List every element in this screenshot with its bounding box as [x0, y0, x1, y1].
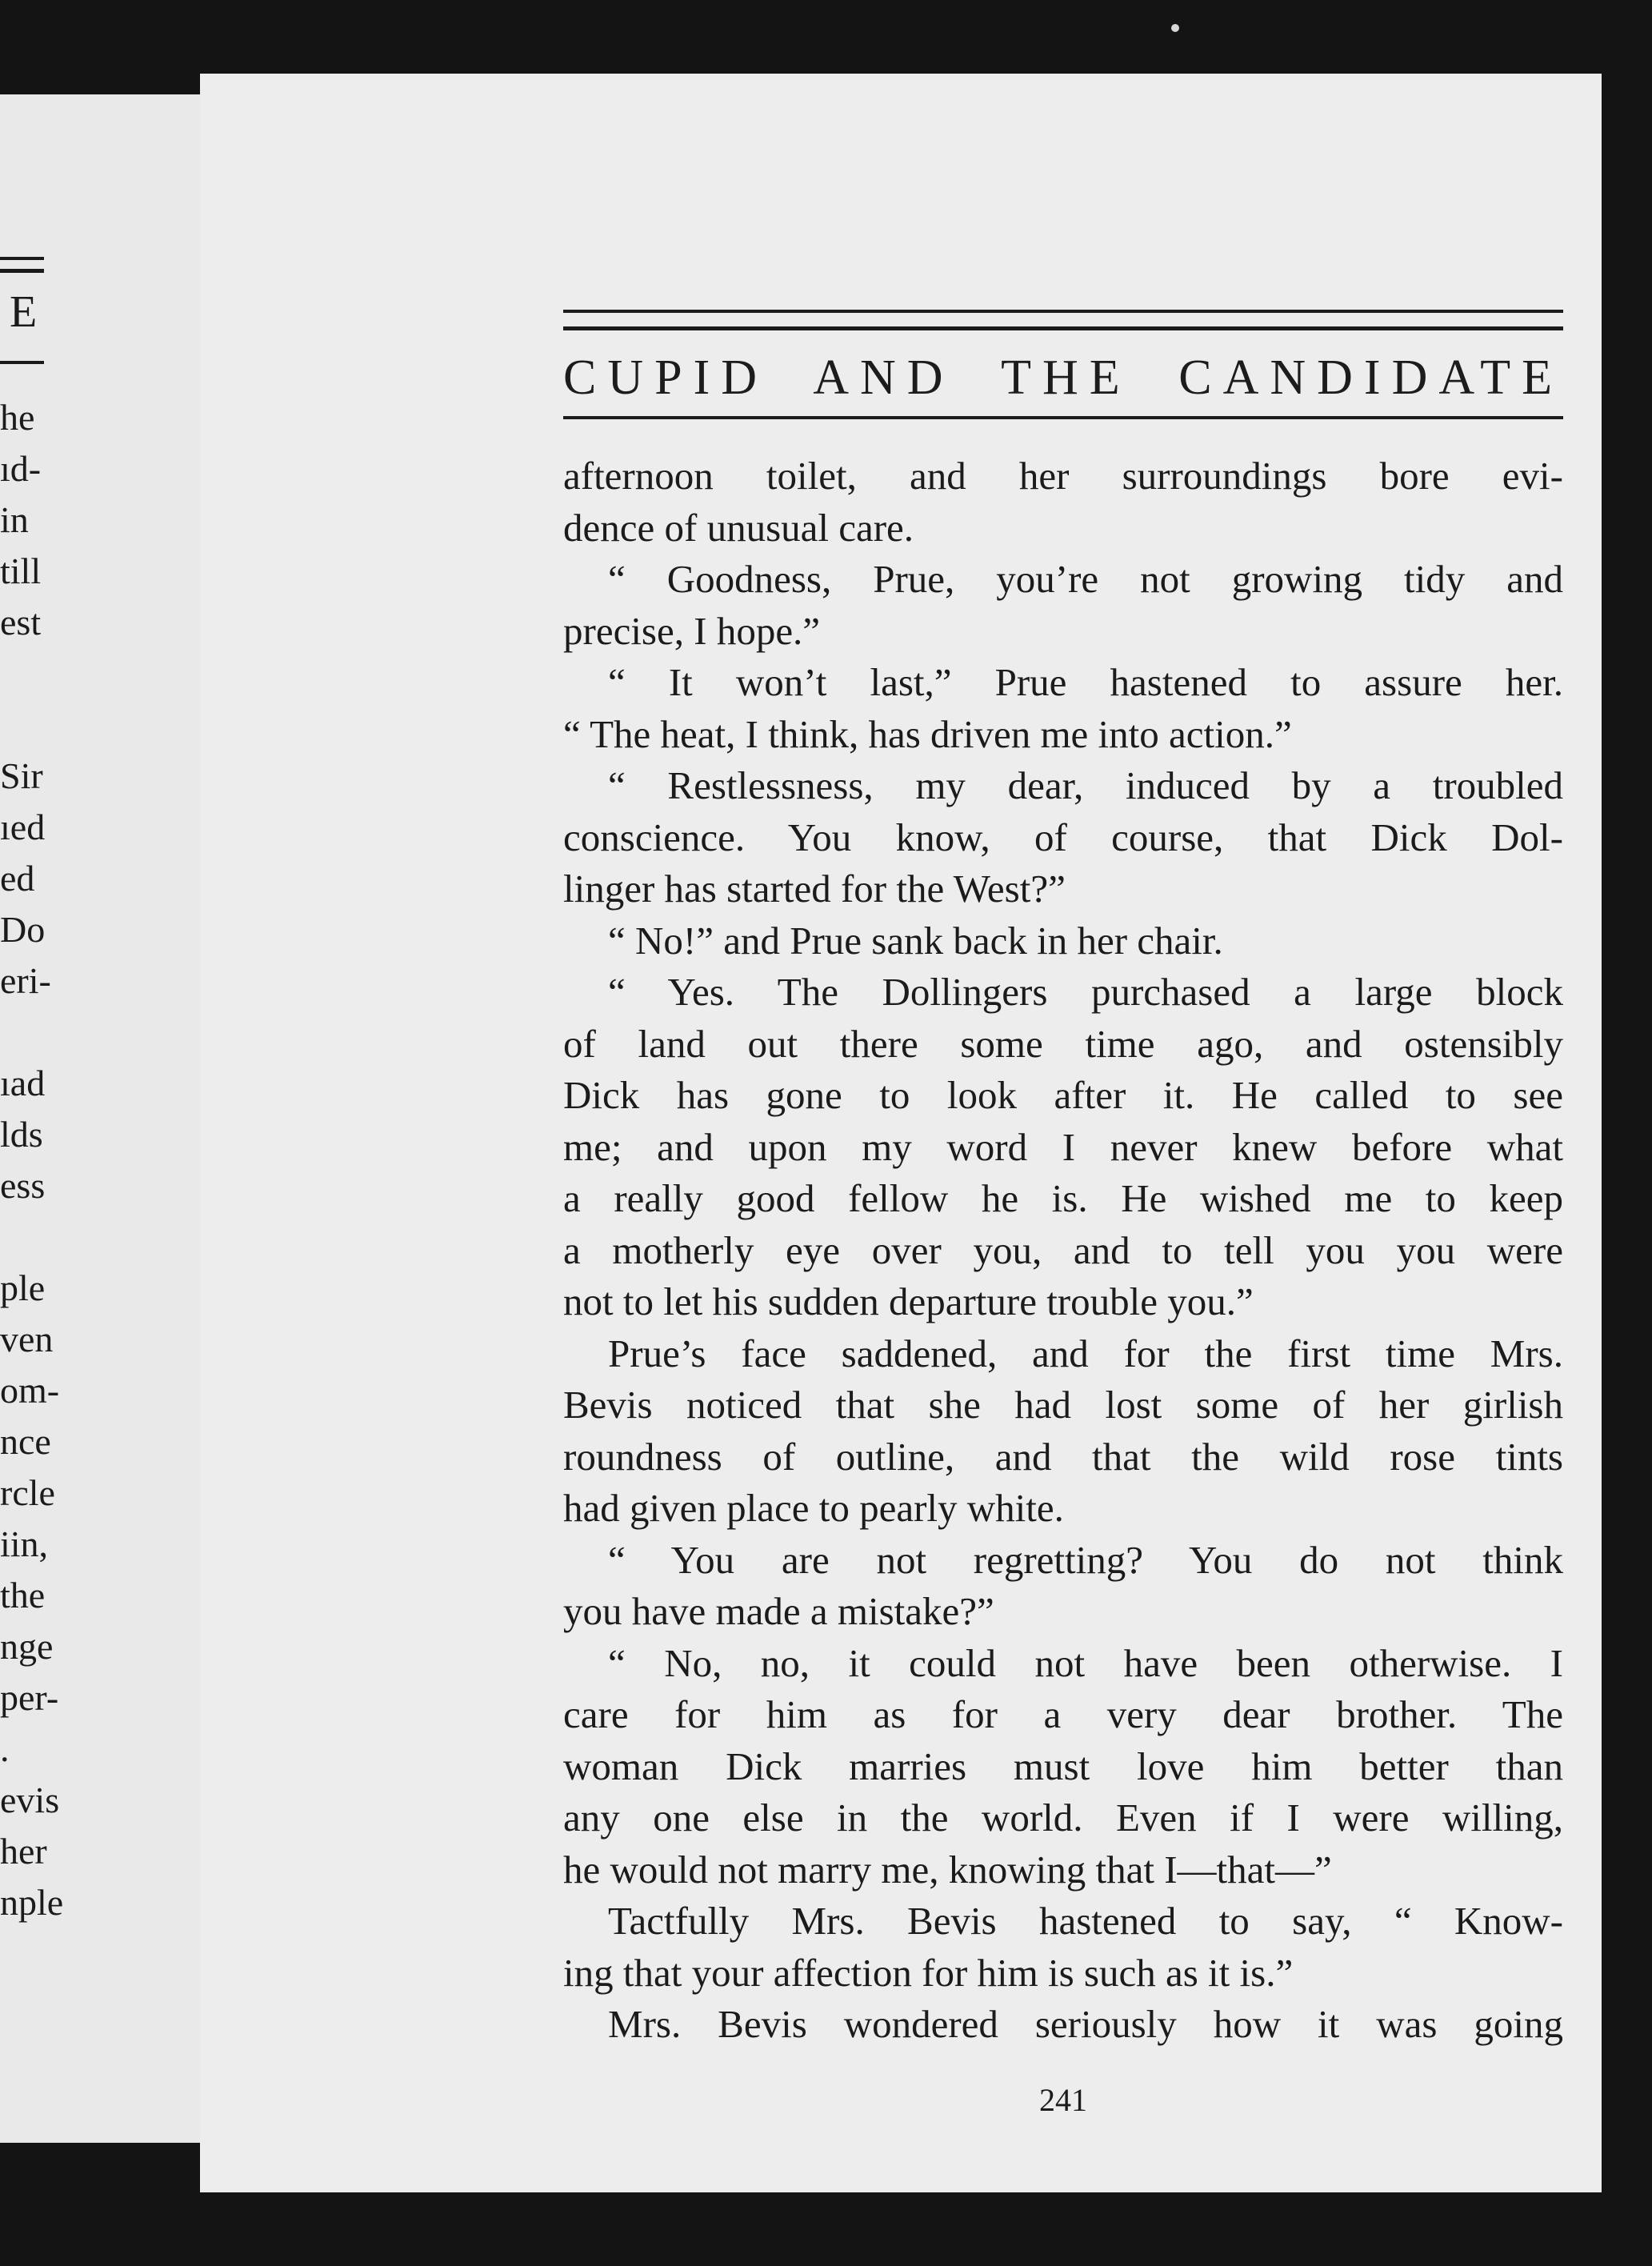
text-line: a motherly eye over you, and to tell you you were — [563, 1227, 1563, 1272]
left-line-fragment: in — [0, 499, 29, 540]
text-line: he would not marry me, knowing that I—that—” — [563, 1847, 1332, 1892]
left-line-fragment: nple — [0, 1882, 64, 1923]
left-page-rule-top — [0, 257, 44, 260]
left-line-fragment: ed — [0, 858, 35, 899]
left-line-fragment: Do — [0, 909, 46, 950]
left-line-fragment — [0, 1007, 63, 1058]
left-line-fragment: est — [0, 602, 42, 643]
text-line: of land out there some time ago, and ostensibly — [563, 1021, 1563, 1066]
left-line-fragment: per- — [0, 1677, 59, 1718]
page-number: 241 — [1039, 2082, 1087, 2118]
left-page-edge — [0, 94, 200, 2143]
left-page-heading-fragment: E — [10, 287, 38, 337]
left-line-fragment: eri- — [0, 960, 51, 1001]
running-head: CUPID AND THE CANDIDATE — [563, 350, 1563, 405]
text-line: conscience. You know, of course, that Dick Dol- — [563, 815, 1563, 859]
left-line-fragment: lds — [0, 1114, 43, 1155]
text-line: had given place to pearly white. — [563, 1486, 1064, 1530]
left-line-fragment: rcle — [0, 1472, 55, 1513]
left-line-fragment: om- — [0, 1370, 60, 1411]
text-line: “ Yes. The Dollingers purchased a large block — [608, 970, 1563, 1014]
text-line: Mrs. Bevis wondered seriously how it was going — [608, 2002, 1563, 2046]
text-line: not to let his sudden departure trouble you.” — [563, 1279, 1254, 1323]
text-line: roundness of outline, and that the wild rose tints — [563, 1434, 1563, 1479]
text-line: you have made a mistake?” — [563, 1589, 994, 1633]
text-line: Tactfully Mrs. Bevis hastened to say, “ Know- — [608, 1899, 1563, 1943]
text-line: “ It won’t last,” Prue hastened to assure her. — [608, 660, 1563, 704]
left-line-fragment: ple — [0, 1267, 46, 1308]
left-line-fragment: her — [0, 1831, 47, 1872]
text-line: any one else in the world. Even if I were willing, — [563, 1796, 1563, 1840]
left-page-line-fragments — [0, 392, 63, 1928]
scan-dust-speck — [1171, 24, 1179, 32]
left-line-fragment — [0, 1211, 63, 1263]
text-line: me; and upon my word I never knew before what — [563, 1124, 1563, 1169]
left-line-fragment: Sir — [0, 755, 43, 796]
left-line-fragment: the — [0, 1575, 46, 1615]
text-line: dence of unusual care. — [563, 505, 914, 550]
text-line: precise, I hope.” — [563, 608, 821, 653]
left-line-fragment: ıad — [0, 1063, 46, 1103]
left-line-fragment: he — [0, 397, 35, 438]
text-line: “ Restlessness, my dear, induced by a troubled — [608, 763, 1563, 807]
left-page-rule-bottom — [0, 361, 44, 364]
text-line: Dick has gone to look after it. He called to see — [563, 1073, 1563, 1117]
left-line-fragment — [0, 648, 63, 699]
text-line: “ No, no, it could not have been otherwise. I — [608, 1640, 1563, 1685]
text-line: woman Dick marries must love him better than — [563, 1744, 1563, 1788]
left-line-fragment: till — [0, 550, 42, 591]
header-rule-top — [563, 310, 1563, 313]
left-line-fragment: nce — [0, 1421, 51, 1462]
left-line-fragment: ven — [0, 1319, 54, 1359]
text-line: Bevis noticed that she had lost some of her girlish — [563, 1383, 1563, 1427]
left-line-fragment: ıed — [0, 807, 46, 847]
text-line: “ You are not regretting? You do not think — [608, 1537, 1563, 1582]
text-line: Prue’s face saddened, and for the first time Mrs. — [608, 1331, 1563, 1375]
text-line: a really good fellow he is. He wished me to keep — [563, 1176, 1563, 1220]
left-line-fragment: iin, — [0, 1523, 49, 1564]
left-line-fragment: ess — [0, 1165, 46, 1206]
right-page — [200, 74, 1602, 2192]
text-line: ing that your affection for him is such as it is.” — [563, 1950, 1294, 1995]
text-line: care for him as for a very dear brother. The — [563, 1692, 1563, 1736]
left-line-fragment: ıd- — [0, 448, 42, 489]
text-line: “ No!” and Prue sank back in her chair. — [608, 918, 1223, 963]
left-line-fragment: evis — [0, 1780, 60, 1820]
left-line-fragment: nge — [0, 1626, 54, 1667]
left-line-fragment: . — [0, 1728, 10, 1769]
page-text-block — [563, 310, 1563, 2174]
left-page-rule-top-2 — [0, 269, 44, 273]
text-line: “ Goodness, Prue, you’re not growing tidy and — [608, 557, 1563, 601]
text-line: “ The heat, I think, has driven me into action.” — [563, 711, 1292, 756]
text-line: linger has started for the West?” — [563, 867, 1066, 911]
body-text — [563, 450, 1563, 2051]
header-rule-top-2 — [563, 326, 1563, 330]
text-line: afternoon toilet, and her surroundings bore evi- — [563, 454, 1563, 498]
left-line-fragment — [0, 699, 63, 751]
header-rule-bottom — [563, 416, 1563, 419]
